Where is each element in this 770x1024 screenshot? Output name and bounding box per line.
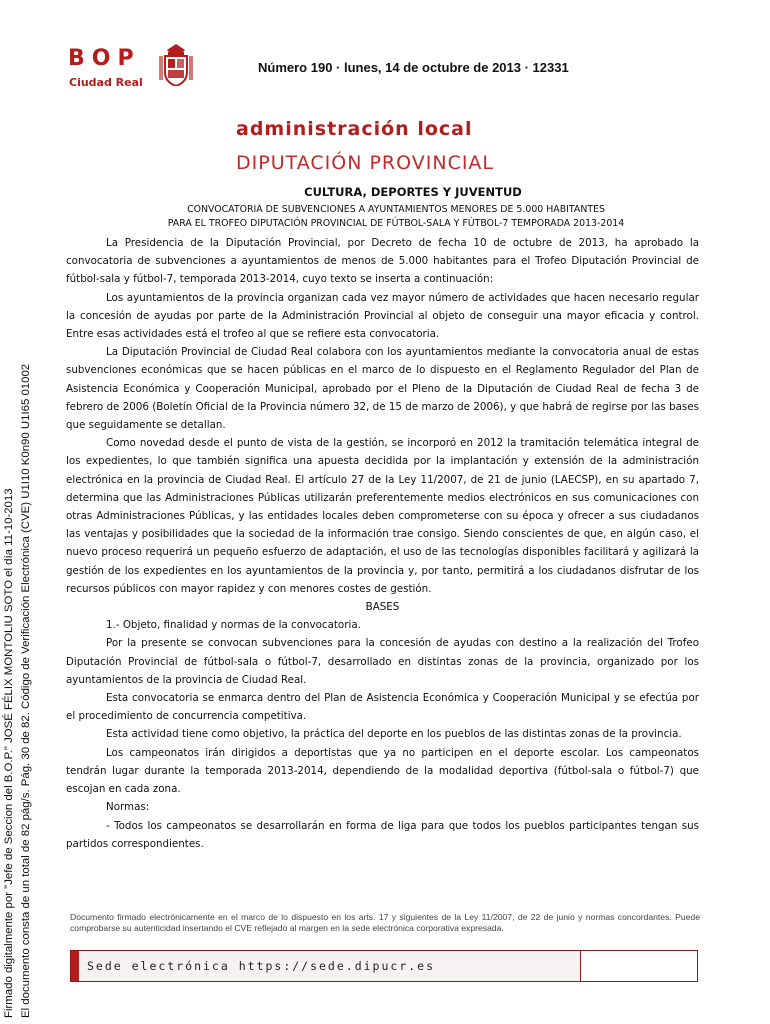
paragraph-11: - Todos los campeonatos se desarrollarán en forma de liga para que todos los pueblos participantes tengan sus partidos correspondientes. — [66, 819, 699, 850]
signature-text — [0, 0, 40, 1024]
paragraph-2: Los ayuntamientos de la provincia organizan cada vez mayor número de actividades que hacen necesario regular la concesión de ayudas por parte de la Administración Provincial al objeto de conseguir una mayor eficacia y control. Entre esas actividades está el trofeo al que se refiere esta convocatoria. — [66, 291, 699, 341]
convocation-title-line-1: CONVOCATORIA DE SUBVENCIONES A AYUNTAMIENTOS MENORES DE 5.000 HABITANTES — [187, 204, 605, 215]
section-subtitle: DIPUTACIÓN PROVINCIAL — [236, 152, 495, 174]
convocation-title-line-2: PARA EL TROFEO DIPUTACIÓN PROVINCIAL DE FÚTBOL-SALA Y FÚTBOL-7 TEMPORADA 2013-2014 — [167, 218, 625, 229]
paragraph-7: Esta convocatoria se enmarca dentro del Plan de Asistencia Económica y Cooperación Municipal y se efectúa por el procedimiento de concurrencia competitiva. — [66, 692, 699, 723]
footer-bar — [70, 950, 698, 982]
document-body — [66, 234, 699, 853]
signature-sidebar — [0, 0, 40, 1024]
signature-note: Documento firmado electrónicamente en el marco de lo dispuesto en los arts. 17 y siguientes de la Ley 11/2007, de 22 de junio y normas concordantes. Puede comprobarse su autenticidad insertando el CVE reflejado al margen en la sede electrónica corporativa expresada. — [70, 912, 700, 934]
department-heading: CULTURA, DEPORTES Y JUVENTUD — [304, 185, 522, 199]
coat-of-arms-icon — [159, 44, 193, 86]
footer-accent — [71, 951, 79, 981]
section-title: administración local — [236, 118, 473, 140]
paragraph-9: Los campeonatos irán dirigidos a deportistas que ya no participen en el deporte escolar. Los campeonatos tendrán lugar durante la temporada 2013-2014, dependiendo de la modalidad deportiva (fútbol-sala o fútbol-7) que escojan en cada zona. — [66, 746, 699, 796]
paragraph-4: Como novedad desde el punto de vista de la gestión, se incorporó en 2012 la tramitación telemática integral de los expedientes, lo que también significa una apuesta decidida por la implantación y extensión de la administración electrónica en la provincia de Ciudad Real. El artículo 27 de la Ley 11/2007, de 21 de junio (LAECSP), en su apartado 7, determina que las Administraciones Públicas utilizarán preferentemente medios electrónicos en sus comunicaciones con otras Administraciones Públicas, y las entidades locales deben comprometerse con su época y ofrecer a sus ciudadanos las ventajas y posibilidades que la sociedad de la información trae consigo. Siendo conscientes de que, en algún caso, el nuevo proceso requerirá un pequeño esfuerzo de adaptación, el uso de las tecnologías disponibles facilitará y agilizará la gestión de los expedientes en los ayuntamientos de la provincia y, por tanto, permitirá a los ciudadanos disfrutar de los recursos públicos con mayor rapidez y con menores costes de gestión. — [66, 437, 699, 595]
bop-logo-text: BOP — [68, 46, 141, 71]
paragraph-10: Normas: — [106, 801, 150, 814]
footer-right-block — [580, 951, 697, 981]
issue-info: Número 190 · lunes, 14 de octubre de 2013 · 12331 — [258, 60, 569, 75]
paragraph-8: Esta actividad tiene como objetivo, la práctica del deporte en los pueblos de las distintas zonas de la provincia. — [106, 728, 682, 741]
bop-logo-subtitle: Ciudad Real — [69, 76, 143, 89]
paragraph-6: Por la presente se convocan subvenciones para la concesión de ayudas con destino a la realización del Trofeo Diputación Provincial de fútbol-sala o fútbol-7, desarrollado en distintas zonas de la provincia, organizado por los ayuntamientos de la provincia de Ciudad Real. — [66, 637, 699, 686]
convocation-title — [66, 203, 726, 231]
page-header — [68, 44, 728, 94]
sede-link[interactable]: Sede electrónica https://sede.dipucr.es — [87, 959, 436, 973]
paragraph-5: 1.- Objeto, finalidad y normas de la convocatoria. — [106, 619, 361, 632]
bases-heading: BASES — [365, 601, 400, 614]
signature-line-1: Firmado digitalmente por "Jefe de Seccion del B.O.P." JOSÉ FÉLIX MONTOLIU SOTO el día 11-10-2013 — [3, 488, 15, 1018]
paragraph-3: La Diputación Provincial de Ciudad Real colabora con los ayuntamientos mediante la convocatoria anual de estas subvenciones económicas que se hacen públicas en el marco de lo dispuesto en el Reglamento Regulador del Plan de Asistencia Económica y Cooperación Municipal, aprobado por el Pleno de la Diputación de Ciudad Real de fecha 3 de febrero de 2006 (Boletín Oficial de la Provincia número 32, de 15 de marzo de 2006), y que habrá de regirse por las bases que seguidamente se detallan. — [66, 346, 699, 432]
signature-line-2: El documento consta de un total de 82 pág/s. Pág. 30 de 82. Código de Verificación Electrónica (CVE) U1I10 K0n90 U1I65 01002 — [20, 363, 32, 1018]
paragraph-1: La Presidencia de la Diputación Provincial, por Decreto de fecha 10 de octubre de 2013, ha aprobado la convocatoria de subvenciones a ayuntamientos de menos de 5.000 habitantes para el Trofeo Diputación Provincial de fútbol-sala y fútbol-7, temporada 2013-2014, cuyo texto se inserta a continuación: — [66, 237, 699, 286]
